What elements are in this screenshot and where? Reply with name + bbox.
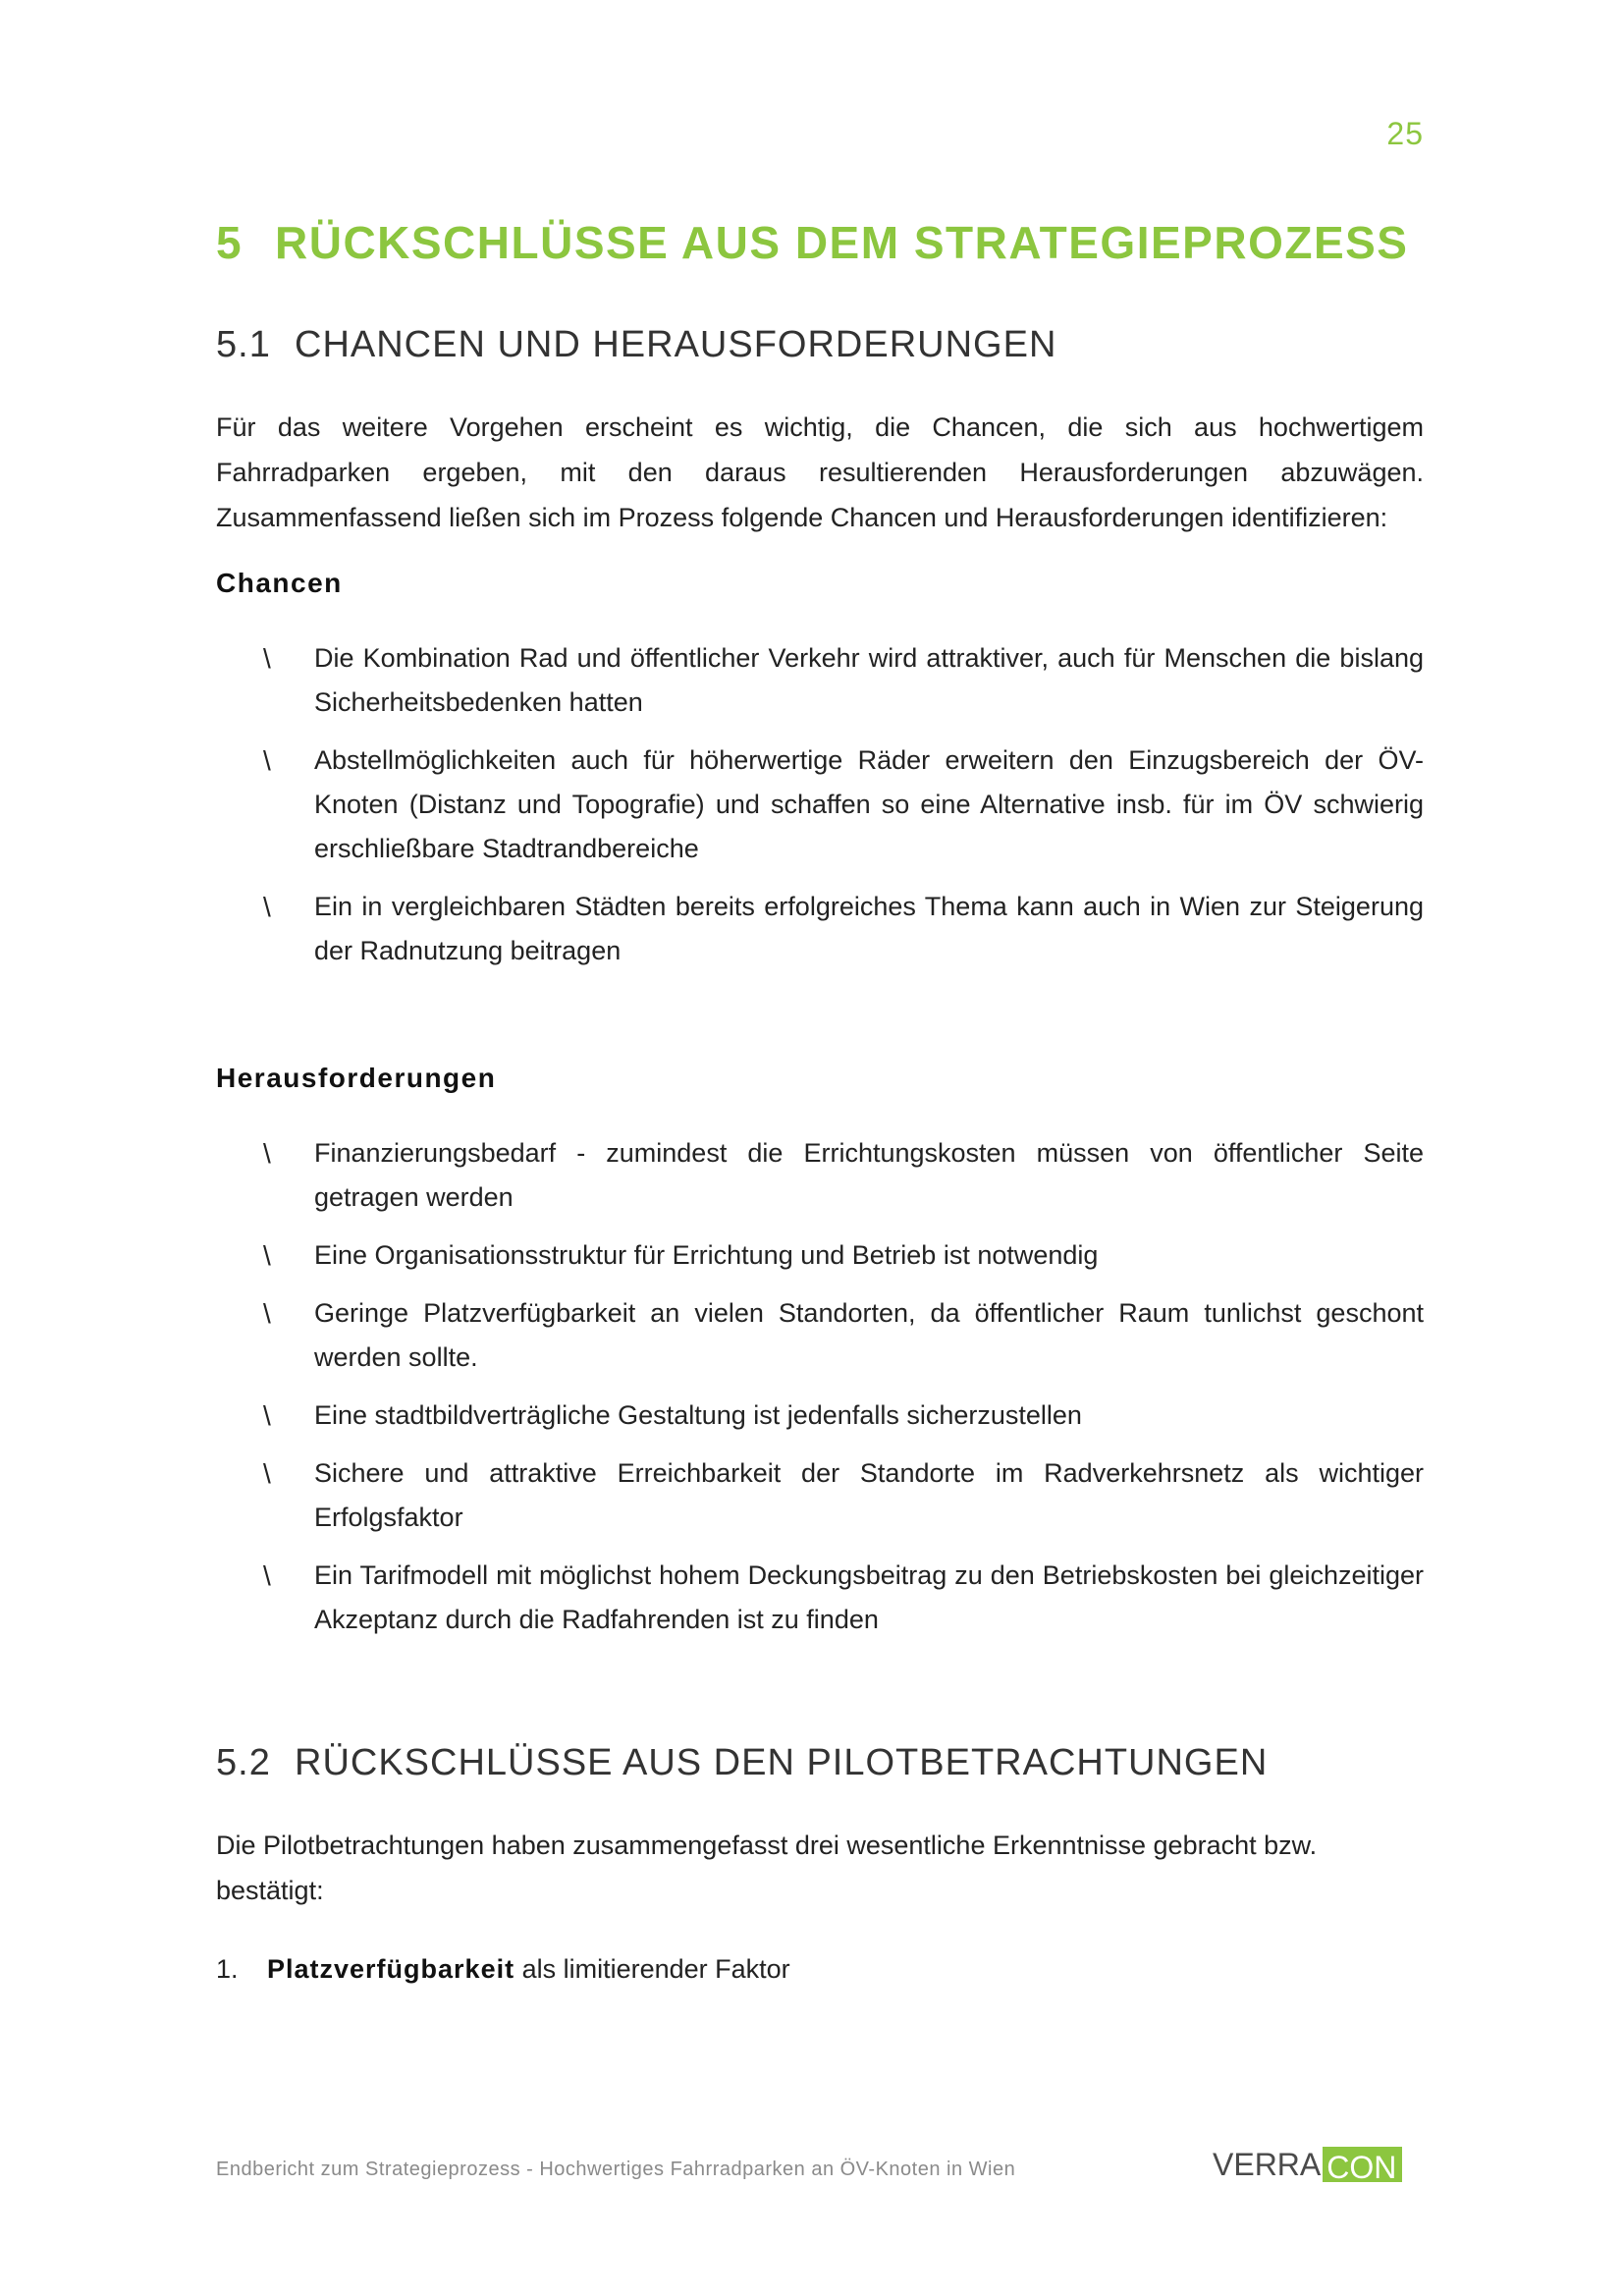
item-rest: als limitierender Faktor [514,1954,790,1984]
pilot-intro-paragraph: Die Pilotbetrachtungen haben zusammengefasst drei wesentliche Erkenntnisse gebracht bzw. bestätigt: [216,1831,1318,1905]
list-item: \ Geringe Platzverfügbarkeit an vielen Standorten, da öffentlicher Raum tunlichst geschont werden sollte. [216,1291,1424,1380]
section-heading-5-2 [216,1742,1268,1784]
verracon-logo [1213,2147,1402,2185]
list-item: \ Abstellmöglichkeiten auch für höherwertige Räder erweitern den Einzugsbereich der ÖV-Knoten (Distanz und Topografie) und schaffen so eine Alternative insb. für im ÖV schwierig erschließbare Stadtrandbereiche [216,738,1424,871]
item-bold-term: Platzverfügbarkeit [267,1954,515,1984]
backslash-bullet-icon: \ [263,745,271,776]
list-item: \ Finanzierungsbedarf - zumindest die Errichtungskosten müssen von öffentlicher Seite getragen werden [216,1131,1424,1220]
herausforderungen-list [216,1131,1424,1656]
intro-paragraph: Für das weitere Vorgehen erscheint es wichtig, die Chancen, die sich aus hochwertigem Fahrradparken ergeben, mit den daraus resultierenden Herausforderungen abzuwägen. Zusammenfassend ließen sich im Prozess folgende Chancen und Herausforderungen identifizieren: [216,412,1424,532]
chancen-list [216,636,1424,987]
list-item: \ Eine stadtbildverträgliche Gestaltung ist jedenfalls sicherzustellen [216,1394,1424,1438]
section-heading-5-1 [216,324,1056,366]
section-title: RÜCKSCHLÜSSE AUS DEN PILOTBETRACHTUNGEN [295,1742,1269,1783]
list-item: \ Eine Organisationsstruktur für Errichtung und Betrieb ist notwendig [216,1233,1424,1278]
chapter-heading [216,216,1409,269]
list-item: \ Sichere und attraktive Erreichbarkeit der Standorte im Radverkehrsnetz als wichtiger Erfolgsfaktor [216,1451,1424,1540]
backslash-bullet-icon: \ [263,1458,271,1489]
backslash-bullet-icon: \ [263,892,271,922]
chapter-title: RÜCKSCHLÜSSE AUS DEM STRATEGIEPROZESS [275,217,1409,268]
footer-text: Endbericht zum Strategieprozess - Hochwertiges Fahrradparken an ÖV-Knoten in Wien [216,2159,1016,2180]
section-number: 5.2 [216,1742,271,1783]
chapter-number: 5 [216,217,243,268]
backslash-bullet-icon: \ [263,1400,271,1431]
list-item: \ Ein in vergleichbaren Städten bereits erfolgreiches Thema kann auch in Wien zur Steigerung der Radnutzung beitragen [216,885,1424,973]
backslash-bullet-icon: \ [263,1240,271,1271]
numbered-item-1 [216,1946,790,1992]
logo-verra: VERRA [1213,2147,1322,2182]
backslash-bullet-icon: \ [263,643,271,674]
chancen-heading: Chancen [216,568,343,598]
list-item: \ Die Kombination Rad und öffentlicher Verkehr wird attraktiver, auch für Menschen die bislang Sicherheitsbedenken hatten [216,636,1424,725]
page-number: 25 [1386,116,1424,151]
backslash-bullet-icon: \ [263,1298,271,1329]
herausforderungen-heading: Herausforderungen [216,1063,497,1093]
section-title: CHANCEN UND HERAUSFORDERUNGEN [295,324,1057,365]
section-number: 5.1 [216,324,271,365]
item-number: 1. [216,1954,239,1984]
logo-con: CON [1323,2147,1402,2182]
backslash-bullet-icon: \ [263,1138,271,1169]
list-item: \ Ein Tarifmodell mit möglichst hohem Deckungsbeitrag zu den Betriebskosten bei gleichzeitiger Akzeptanz durch die Radfahrenden ist zu finden [216,1554,1424,1642]
backslash-bullet-icon: \ [263,1560,271,1591]
